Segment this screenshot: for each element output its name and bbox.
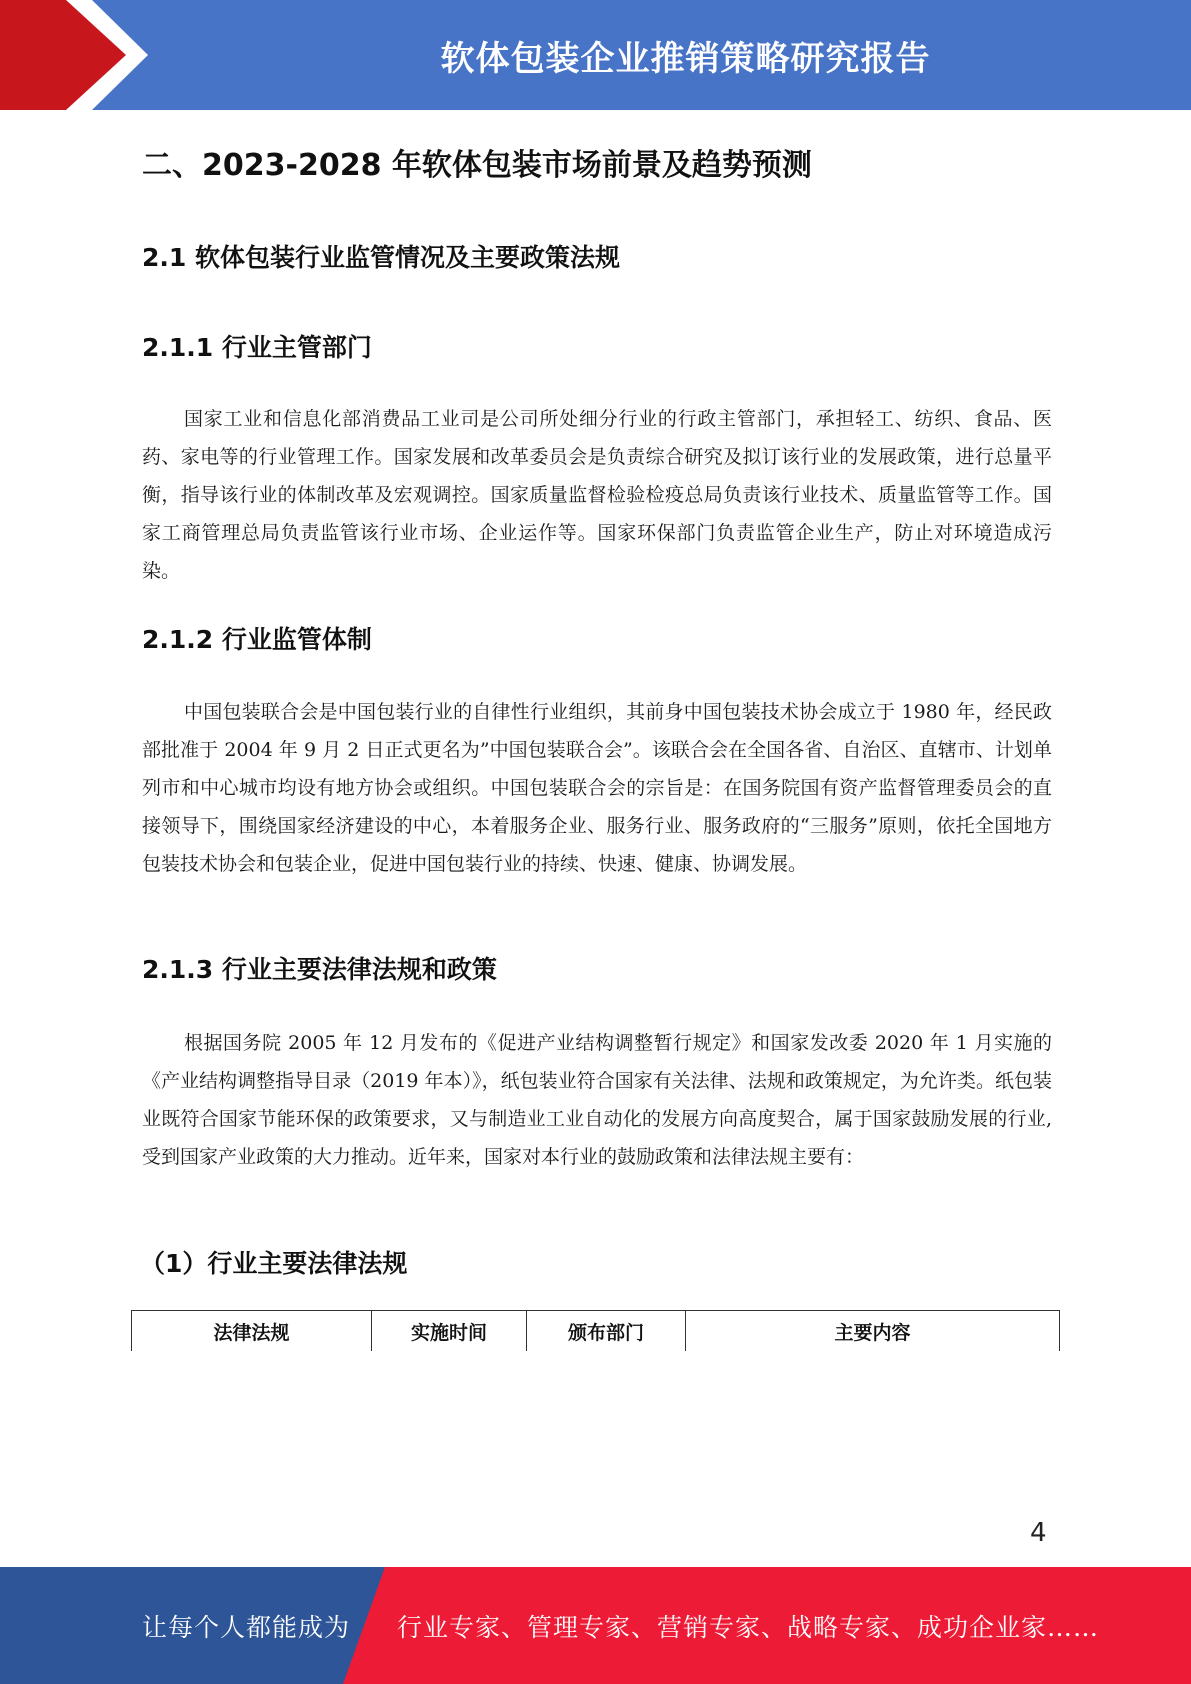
item-title-2: 2.1.2 行业监管体制	[142, 625, 372, 654]
table-header-row	[132, 1311, 1060, 1352]
laws-subheading: （1）行业主要法律法规	[140, 1249, 408, 1278]
header-title: 软体包装企业推销策略研究报告	[440, 38, 931, 79]
item-title-3: 2.1.3 行业主要法律法规和政策	[142, 955, 497, 984]
table-header-cell: 法律法规	[132, 1311, 372, 1352]
paragraph-industry-authority: 国家工业和信息化部消费品工业司是公司所处细分行业的行政主管部门，承担轻工、纺织、食品、医药、家电等的行业管理工作。国家发展和改革委员会是负责综合研究及拟订该行业的发展政策，进行总量平衡，指导该行业的体制改革及宏观调控。国家质量监督检验检疫总局负责该行业技术、质量监管等工作。国家工商管理总局负责监管该行业市场、企业运作等。国家环保部门负责监管企业生产，防止对环境造成污染。	[142, 408, 1052, 582]
table-header-cell: 实施时间	[372, 1311, 527, 1352]
laws-table	[131, 1310, 1060, 1351]
footer-slogan-left: 让每个人都能成为	[142, 1612, 351, 1642]
table-header-cell: 主要内容	[686, 1311, 1060, 1352]
table-header-cell: 颁布部门	[527, 1311, 686, 1352]
footer-slogan-right: 行业专家、管理专家、营销专家、战略专家、成功企业家……	[397, 1612, 1100, 1642]
header-banner	[0, 0, 1191, 110]
item-title-1: 2.1.1 行业主管部门	[142, 333, 372, 362]
paragraph-regulatory-system: 中国包装联合会是中国包装行业的自律性行业组织，其前身中国包装技术协会成立于 1980 年，经民政部批准于 2004 年 9 月 2 日正式更名为”中国包装联合会”。该联合会在全国各省、自治区、直辖市、计划单列市和中心城市均设有地方协会或组织。中国包装联合会的宗旨是：在国务院国有资产监督管理委员会的直接领导下，围绕国家经济建设的中心，本着服务企业、服务行业、服务政府的“三服务”原则，依托全国地方包装技术协会和包装企业，促进中国包装行业的持续、快速、健康、协调发展。	[142, 701, 1052, 875]
paragraph-laws-policies: 根据国务院 2005 年 12 月发布的《促进产业结构调整暂行规定》和国家发改委 2020 年 1 月实施的《产业结构调整指导目录（2019 年本）》，纸包装业符合国家有关法律、法规和政策规定，为允许类。纸包装业既符合国家节能环保的政策要求，又与制造业工业自动化的发展方向高度契合，属于国家鼓励发展的行业,受到国家产业政策的大力推动。近年来，国家对本行业的鼓励政策和法律法规主要有：	[142, 1032, 1052, 1168]
section-title: 二、2023-2028 年软体包装市场前景及趋势预测	[142, 148, 812, 183]
subsection-title: 2.1 软体包装行业监管情况及主要政策法规	[142, 243, 620, 272]
page-number: 4	[1030, 1518, 1047, 1548]
footer-banner	[0, 1567, 1191, 1684]
